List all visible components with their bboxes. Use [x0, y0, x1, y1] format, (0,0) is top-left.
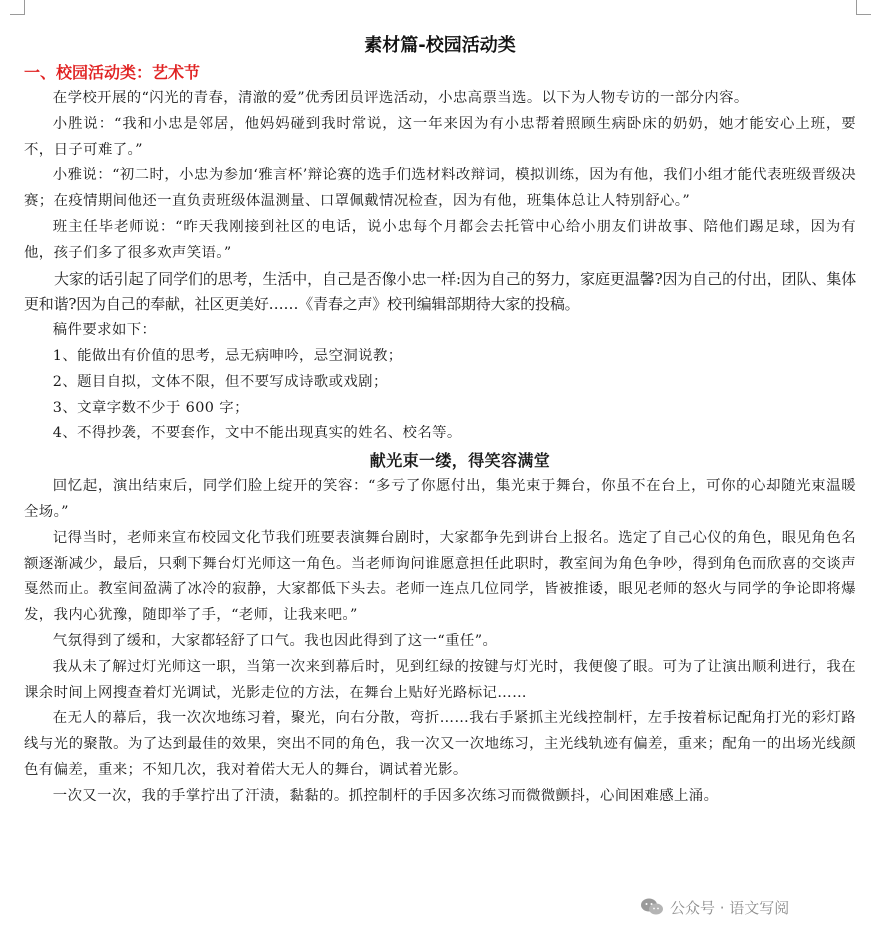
watermark	[640, 894, 789, 920]
essay-paragraph: 在无人的幕后，我一次次地练习着，聚光，向右分散，弯折……我右手紧抓主光线控制杆，左手按着标记配角打光的彩灯路线与光的聚散。为了达到最佳的效果，突出不同的角色，我一次又一次地练习，主光线轨迹有偏差，重来；配角一的出场光线颜色有偏差，重来；不知几次，我对着偌大无人的舞台，调试着光影。	[24, 710, 856, 778]
requirement-item: 3、文章字数不少于 600 字；	[52, 399, 249, 416]
essay-paragraph: 气氛得到了缓和，大家都轻舒了口气。我也因此得到了这一“重任”。	[52, 632, 498, 649]
document-body	[24, 86, 856, 810]
essay-paragraph: 我从未了解过灯光师这一职，当第一次来到幕后时，见到红绿的按键与灯光时，我便傻了眼。可为了让演出顺利进行，我在课余时间上网搜查着灯光调试，光影走位的方法，在舞台上贴好光路标记……	[24, 658, 856, 701]
paragraph-quote-teacher: 班主任毕老师说：“昨天我刚接到社区的电话，说小忠每个月都会去托管中心给小朋友们讲故事、陪他们踢足球，因为有他，孩子们多了很多欢声笑语。”	[24, 218, 856, 261]
requirement-item: 2、题目自拟，文体不限，但不要写成诗歌或戏剧；	[52, 373, 388, 390]
requirement-item: 4、不得抄袭，不要套作，文中不能出现真实的姓名、校名等。	[52, 425, 462, 442]
paragraph-quote-xiaoya: 小雅说：“初二时，小忠为参加‘雅言杯’辩论赛的选手们选材料改辩词，模拟训练，因为有他，我们小组才能代表班级晋级决赛；在疫情期间他还一直负责班级体温测量、口罩佩戴情况检查，因为有他，班集体总让人特别舒心。”	[24, 167, 856, 210]
requirements-intro: 稿件要求如下：	[52, 322, 157, 339]
section-heading: 一、校园活动类：艺术节	[24, 63, 201, 82]
paragraph-intro: 在学校开展的“闪光的青春，清澈的爱”优秀团员评选活动，小忠高票当选。以下为人物专访的一部分内容。	[52, 90, 749, 106]
requirement-item: 1、能做出有价值的思考，忌无病呻吟，忌空洞说教；	[52, 347, 403, 364]
document-title: 素材篇-校园活动类	[364, 35, 516, 56]
paragraph-quote-xiaosheng: 小胜说：“我和小忠是邻居，他妈妈碰到我时常说，这一年来因为有小忠帮着照顾生病卧床的奶奶，她才能安心上班，要不，日子可难了。”	[24, 115, 856, 158]
watermark-text: 公众号 · 语文写阅	[670, 898, 790, 917]
essay-paragraph: 回忆起，演出结束后，同学们脸上绽开的笑容：“多亏了你愿付出，集光束于舞台，你虽不在台上，可你的心却随光束温暖全场。”	[24, 478, 856, 520]
page-corner-mark-left	[10, 0, 25, 15]
paragraph-prompt: 大家的话引起了同学们的思考，生活中，自己是否像小忠一样:因为自己的努力，家庭更温馨?因为自己的付出，团队、集体更和谐?因为自己的奉献，社区更美好……《青春之声》校刊编辑部期待大家的投稿。	[24, 269, 856, 314]
essay-paragraph: 一次又一次，我的手掌拧出了汗渍，黏黏的。抓控制杆的手因多次练习而微微颤抖，心间困难感上涌。	[52, 787, 719, 804]
wechat-icon	[640, 897, 664, 917]
essay-paragraph: 记得当时，老师来宣布校园文化节我们班要表演舞台剧时，大家都争先到讲台上报名。选定了自己心仪的角色，眼见角色名额逐渐减少，最后，只剩下舞台灯光师这一角色。当老师询问谁愿意担任此职时，教室间为角色争吵，得到角色而欣喜的交谈声戛然而止。教室间盈满了冰冷的寂静，大家都低下头去。老师一连点几位同学，皆被推诿，眼见老师的怒火与同学的争论即将爆发，我内心犹豫，随即举了手，“老师，让我来吧。”	[24, 529, 856, 624]
essay-title: 献光束一缕，得笑容满堂	[369, 451, 551, 471]
page-corner-mark-right	[856, 0, 871, 15]
